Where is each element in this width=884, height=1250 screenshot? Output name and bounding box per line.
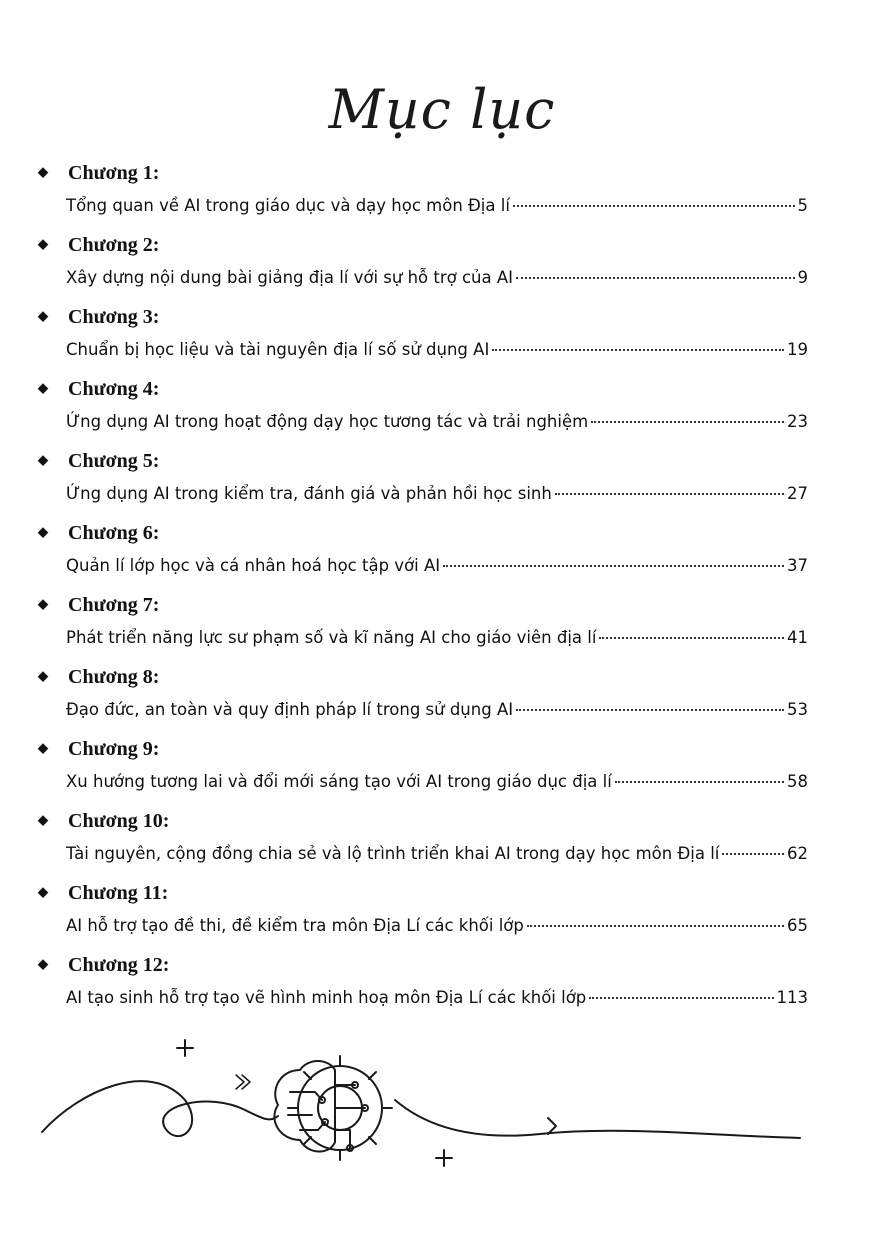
page-number: 113	[776, 988, 808, 1007]
page-title: Mục lục	[328, 78, 556, 141]
chapter-label: Chương 1:	[68, 162, 160, 184]
toc-entry[interactable]	[38, 232, 808, 304]
chapter-title: Ứng dụng AI trong kiểm tra, đánh giá và phản hồi học sinh	[66, 484, 552, 503]
page-number: 62	[787, 844, 808, 863]
chapter-label: Chương 9:	[68, 738, 160, 760]
toc-entry[interactable]	[38, 304, 808, 376]
page-number: 27	[787, 484, 808, 503]
dot-leader	[516, 277, 794, 279]
dot-leader	[513, 205, 795, 207]
toc-entry[interactable]	[38, 448, 808, 520]
chapter-label: Chương 8:	[68, 666, 160, 688]
dot-leader	[516, 709, 784, 711]
chapter-title: Xu hướng tương lai và đổi mới sáng tạo với AI trong giáo dục địa lí	[66, 772, 612, 791]
diamond-bullet-icon: ◆	[38, 740, 48, 755]
chapter-label: Chương 3:	[68, 306, 160, 328]
chapter-label: Chương 12:	[68, 954, 170, 976]
chapter-title: Tài nguyên, cộng đồng chia sẻ và lộ trình triển khai AI trong dạy học môn Địa lí	[66, 844, 720, 863]
toc-entry[interactable]	[38, 664, 808, 736]
chapter-title: AI tạo sinh hỗ trợ tạo vẽ hình minh hoạ môn Địa Lí các khối lớp	[66, 988, 587, 1007]
dot-leader	[443, 565, 784, 567]
diamond-bullet-icon: ◆	[38, 164, 48, 179]
page-number: 23	[787, 412, 808, 431]
dot-leader	[599, 637, 784, 639]
chapter-title: Phát triển năng lực sư phạm số và kĩ năng AI cho giáo viên địa lí	[66, 628, 597, 647]
page-number: 65	[787, 916, 808, 935]
chapter-title: Ứng dụng AI trong hoạt động dạy học tương tác và trải nghiệm	[66, 412, 589, 431]
diamond-bullet-icon: ◆	[38, 884, 48, 899]
diamond-bullet-icon: ◆	[38, 668, 48, 683]
page-number: 5	[797, 196, 808, 215]
toc-entry[interactable]	[38, 808, 808, 880]
chapter-label: Chương 11:	[68, 882, 169, 904]
chapter-label: Chương 7:	[68, 594, 160, 616]
chapter-label: Chương 10:	[68, 810, 170, 832]
diamond-bullet-icon: ◆	[38, 236, 48, 251]
diamond-bullet-icon: ◆	[38, 812, 48, 827]
toc-entry[interactable]	[38, 736, 808, 808]
chapter-label: Chương 6:	[68, 522, 160, 544]
page-number: 58	[787, 772, 808, 791]
toc-entry[interactable]	[38, 952, 808, 1024]
toc-entry[interactable]	[38, 376, 808, 448]
page-number: 41	[787, 628, 808, 647]
page-number: 9	[797, 268, 808, 287]
chapter-title: Chuẩn bị học liệu và tài nguyên địa lí số sử dụng AI	[66, 340, 490, 359]
dot-leader	[492, 349, 784, 351]
diamond-bullet-icon: ◆	[38, 596, 48, 611]
brain-gear-icon	[0, 1030, 884, 1180]
dot-leader	[589, 997, 773, 999]
page-number: 53	[787, 700, 808, 719]
toc-entry[interactable]	[38, 160, 808, 232]
chapter-title: AI hỗ trợ tạo đề thi, đề kiểm tra môn Địa Lí các khối lớp	[66, 916, 524, 935]
chapter-label: Chương 5:	[68, 450, 160, 472]
chapter-title: Tổng quan về AI trong giáo dục và dạy học môn Địa lí	[66, 196, 510, 215]
diamond-bullet-icon: ◆	[38, 452, 48, 467]
chapter-label: Chương 4:	[68, 378, 160, 400]
dot-leader	[527, 925, 784, 927]
diamond-bullet-icon: ◆	[38, 308, 48, 323]
toc-entry[interactable]	[38, 880, 808, 952]
diamond-bullet-icon: ◆	[38, 524, 48, 539]
chapter-title: Quản lí lớp học và cá nhân hoá học tập với AI	[66, 556, 441, 575]
diamond-bullet-icon: ◆	[38, 380, 48, 395]
toc-entry[interactable]	[38, 520, 808, 592]
chapter-label: Chương 2:	[68, 234, 160, 256]
table-of-contents	[38, 160, 808, 1024]
dot-leader	[555, 493, 784, 495]
chapter-title: Xây dựng nội dung bài giảng địa lí với sự hỗ trợ của AI	[66, 268, 514, 287]
page-number: 37	[787, 556, 808, 575]
page-number: 19	[787, 340, 808, 359]
diamond-bullet-icon: ◆	[38, 956, 48, 971]
dot-leader	[591, 421, 784, 423]
dot-leader	[615, 781, 784, 783]
chapter-title: Đạo đức, an toàn và quy định pháp lí trong sử dụng AI	[66, 700, 514, 719]
dot-leader	[722, 853, 784, 855]
toc-entry[interactable]	[38, 592, 808, 664]
